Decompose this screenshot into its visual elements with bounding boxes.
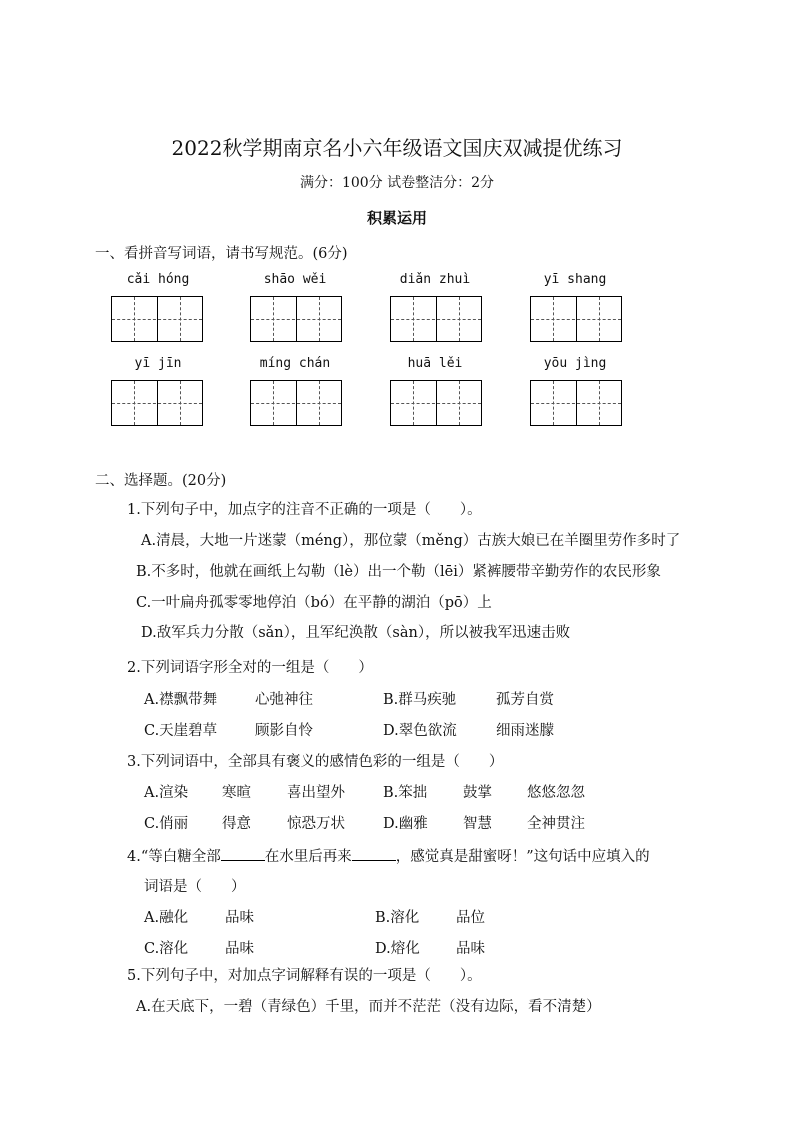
- option-a-word: 品味: [225, 910, 254, 926]
- option-c-word: 得意: [222, 816, 251, 832]
- option-d-word: 智慧: [463, 816, 492, 832]
- option-a[interactable]: A.襟飘带舞: [144, 692, 218, 708]
- pinyin-label: yī jīn: [134, 356, 182, 371]
- option-d-word: 品味: [456, 941, 485, 957]
- option-b-word: 鼓掌: [463, 785, 492, 801]
- option-b[interactable]: B.溶化: [375, 910, 420, 926]
- fill-blank[interactable]: [221, 846, 265, 861]
- option-b-word: 品位: [456, 910, 485, 926]
- writing-grid[interactable]: [111, 296, 203, 342]
- option-b[interactable]: B.不多时，他就在画纸上勾勒（lè）出一个勒（lēi）紧裤腰带辛勤劳作的农民形象: [136, 564, 661, 580]
- stem-part: 在水里后再来: [264, 849, 352, 865]
- writing-grid[interactable]: [530, 380, 622, 426]
- pinyin-label: shāo wěi: [263, 272, 327, 287]
- option-a-word: 寒暄: [222, 785, 251, 801]
- writing-grid[interactable]: [530, 296, 622, 342]
- fill-blank[interactable]: [352, 846, 396, 861]
- option-c[interactable]: C.天崖碧草: [144, 723, 218, 739]
- option-d-word: 全神贯注: [527, 816, 585, 832]
- stem-part: ，感觉真是甜蜜呀！”这句话中应填入的: [395, 849, 650, 865]
- q1-heading: 一、看拼音写词语，请书写规范。(6分): [95, 246, 348, 262]
- option-b-word: 孤芳自赏: [496, 692, 554, 708]
- writing-grid[interactable]: [250, 296, 342, 342]
- option-d[interactable]: D.翠色欲流: [383, 723, 457, 739]
- pinyin-label: míng chán: [259, 356, 331, 371]
- option-c[interactable]: C.溶化: [144, 941, 189, 957]
- option-a[interactable]: A.融化: [144, 910, 189, 926]
- question-stem: [127, 846, 650, 867]
- option-c-word: 惊恐万状: [287, 816, 345, 832]
- option-d-word: 细雨迷朦: [496, 723, 554, 739]
- option-c[interactable]: C.俏丽: [144, 816, 189, 832]
- pinyin-label: diǎn zhuì: [399, 272, 471, 287]
- q2-heading: 二、选择题。(20分): [95, 473, 227, 489]
- writing-grid[interactable]: [390, 296, 482, 342]
- stem-part: 4.“等白糖全部: [127, 849, 221, 865]
- question-stem: 5.下列句子中，对加点字词解释有误的一项是（ ）。: [127, 968, 482, 984]
- option-a[interactable]: A.清晨，大地一片迷蒙（méng），那位蒙（měng）古族大娘已在羊圈里劳作多时了: [141, 533, 681, 549]
- option-c-word: 顾影自怜: [255, 723, 313, 739]
- pinyin-label: yī shang: [543, 272, 607, 287]
- question-stem: 3.下列词语中，全部具有褒义的感情色彩的一组是（ ）: [127, 754, 504, 770]
- section-heading: 积累运用: [366, 209, 427, 227]
- option-a-word: 喜出望外: [287, 785, 345, 801]
- option-a-word: 心弛神往: [255, 692, 313, 708]
- pinyin-label: huā lěi: [407, 356, 463, 371]
- pinyin-label: cǎi hóng: [126, 272, 190, 287]
- writing-grid[interactable]: [250, 380, 342, 426]
- option-a[interactable]: A.渲染: [144, 785, 189, 801]
- score-info: 满分：100分 试卷整洁分：2分: [299, 175, 495, 191]
- question-stem-continued: 词语是（ ）: [144, 879, 246, 895]
- option-b-word: 悠悠忽忽: [527, 785, 585, 801]
- option-b[interactable]: B.笨拙: [383, 785, 428, 801]
- option-b[interactable]: B.群马疾驰: [383, 692, 457, 708]
- pinyin-label: yōu jìng: [543, 356, 607, 371]
- option-d[interactable]: D.敌军兵力分散（sǎn），且军纪涣散（sàn），所以被我军迅速击败: [141, 625, 571, 641]
- option-d[interactable]: D.幽雅: [383, 816, 428, 832]
- writing-grid[interactable]: [390, 380, 482, 426]
- option-a[interactable]: A.在天底下，一碧（青绿色）千里，而并不茫茫（没有边际，看不清楚）: [136, 999, 601, 1015]
- option-d[interactable]: D.熔化: [375, 941, 420, 957]
- option-c-word: 品味: [225, 941, 254, 957]
- question-stem: 2.下列词语字形全对的一组是（ ）: [127, 660, 373, 676]
- page-title: 2022秋学期南京名小六年级语文国庆双减提优练习: [171, 136, 623, 160]
- option-c[interactable]: C.一叶扁舟孤零零地停泊（bó）在平静的湖泊（pō）上: [136, 595, 492, 611]
- writing-grid[interactable]: [111, 380, 203, 426]
- question-stem: 1.下列句子中，加点字的注音不正确的一项是（ ）。: [127, 502, 482, 518]
